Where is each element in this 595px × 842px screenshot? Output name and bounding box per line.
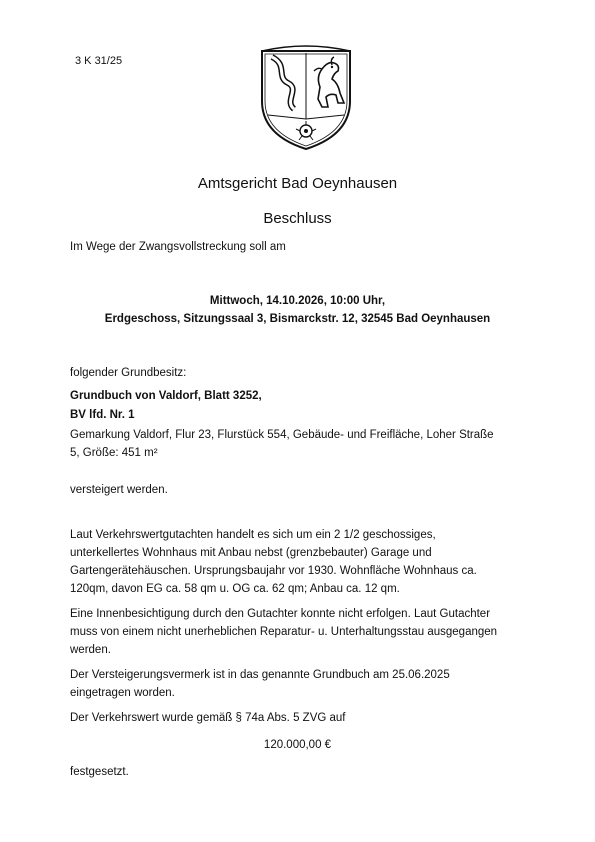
property-label: folgender Grundbesitz: — [70, 367, 187, 379]
market-value-intro: Der Verkehrswert wurde gemäß § 74a Abs. 5 ZVG auf — [70, 712, 346, 724]
court-name: Amtsgericht Bad Oeynhausen — [197, 175, 398, 192]
auction-location: Erdgeschoss, Sitzungssaal 3, Bismarckstr. 12, 32545 Bad Oeynhausen — [104, 313, 491, 325]
intro-text: Im Wege der Zwangsvollstreckung soll am — [70, 241, 286, 253]
inspection-line-2: muss von einem nicht unerheblichen Reparatur- u. Unterhaltungsstau ausgegangen — [70, 626, 498, 638]
appraisal-line-4: 120qm, davon EG ca. 58 qm u. OG ca. 62 qm; Anbau ca. 12 qm. — [70, 583, 400, 595]
inspection-line-1: Eine Innenbesichtigung durch den Gutachter konnte nicht erfolgen. Laut Gutachter — [70, 608, 491, 620]
inventory-number: BV lfd. Nr. 1 — [70, 409, 135, 421]
land-register-entry: Grundbuch von Valdorf, Blatt 3252, — [70, 390, 262, 402]
appraisal-line-2: unterkellertes Wohnhaus mit Anbau nebst (grenzbebauter) Garage und — [70, 547, 432, 559]
appraisal-line-1: Laut Verkehrswertgutachten handelt es sich um ein 2 1/2 geschossiges, — [70, 529, 436, 541]
market-value-amount: 120.000,00 € — [263, 739, 332, 751]
inspection-line-3: werden. — [70, 644, 111, 656]
nrw-coat-of-arms-icon — [258, 43, 354, 151]
parcel-description-line-2: 5, Größe: 451 m² — [70, 447, 158, 459]
registry-note-line-2: eingetragen worden. — [70, 687, 175, 699]
registry-note-line-1: Der Versteigerungsvermerk ist in das genannte Grundbuch am 25.06.2025 — [70, 669, 450, 681]
file-number: 3 K 31/25 — [75, 55, 123, 67]
auction-date: Mittwoch, 14.10.2026, 10:00 Uhr, — [209, 295, 386, 307]
document-type-heading: Beschluss — [263, 210, 332, 227]
appraisal-line-3: Gartengerätehäuschen. Ursprungsbaujahr vor 1930. Wohnfläche Wohnhaus ca. — [70, 565, 477, 577]
parcel-description-line-1: Gemarkung Valdorf, Flur 23, Flurstück 554, Gebäude- und Freifläche, Loher Straße — [70, 429, 494, 441]
auction-statement: versteigert werden. — [70, 484, 168, 496]
fixed-statement: festgesetzt. — [70, 766, 129, 778]
